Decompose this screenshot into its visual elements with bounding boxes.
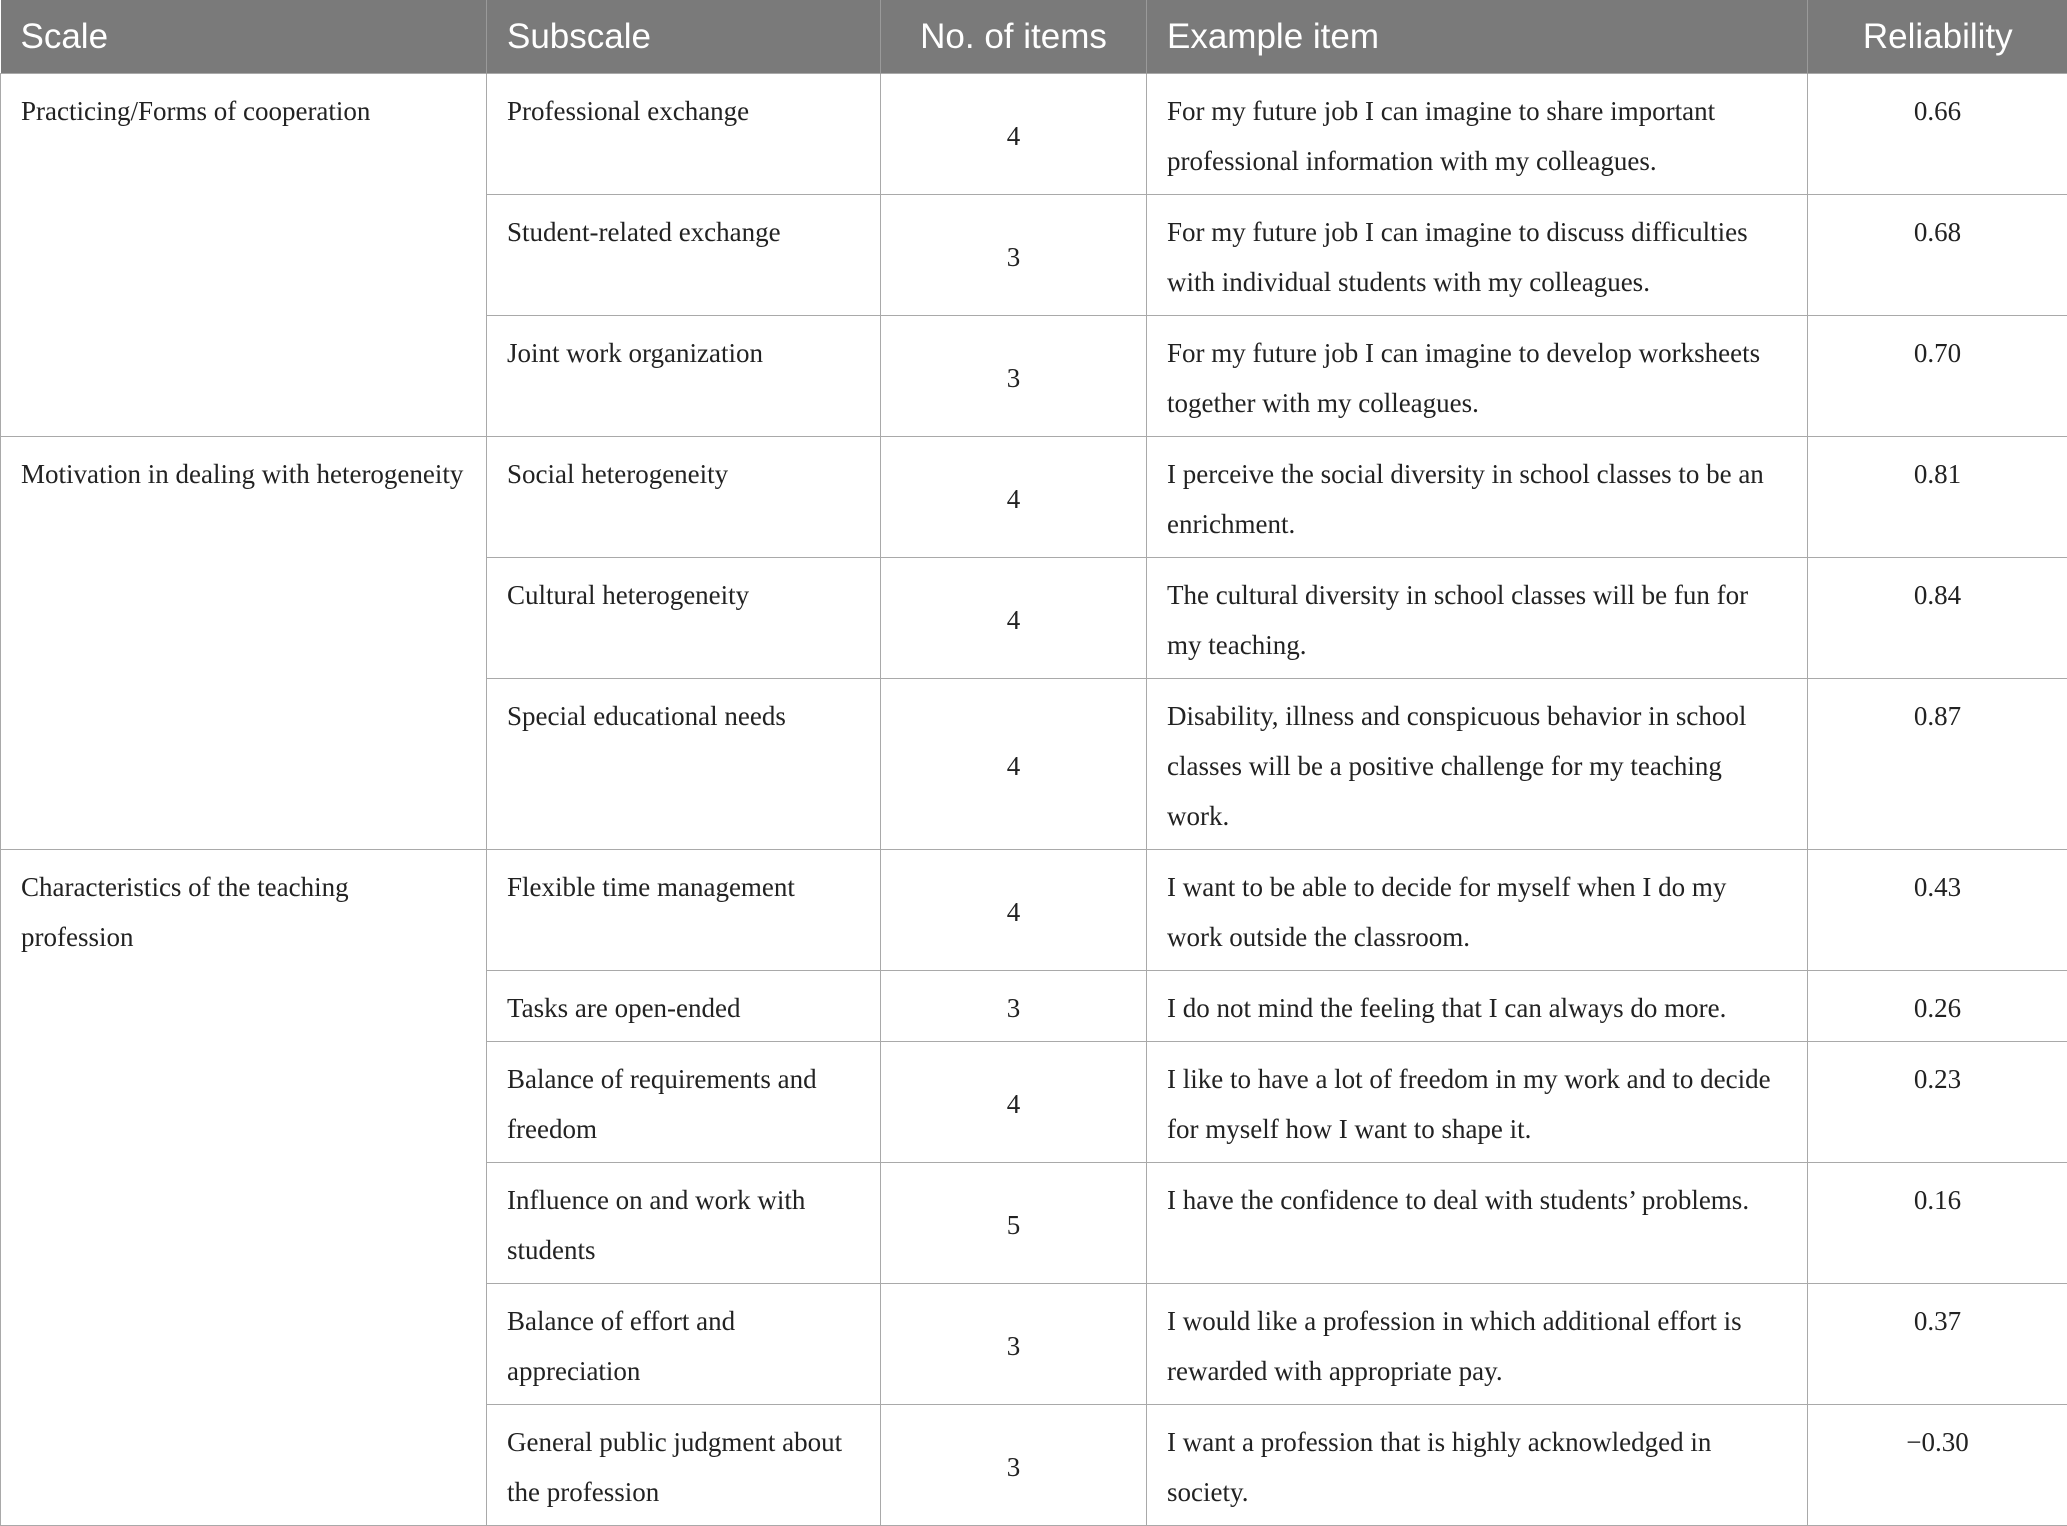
example-cell: I like to have a lot of freedom in my work and to decide for myself how I want to shape it.: [1147, 1042, 1808, 1163]
header-row: [1, 0, 2067, 74]
reliability-cell: 0.37: [1808, 1284, 2067, 1405]
example-cell: I would like a profession in which additional effort is rewarded with appropriate pay.: [1147, 1284, 1808, 1405]
items-cell: 5: [881, 1163, 1147, 1284]
scale-cell: Practicing/Forms of cooperation: [1, 74, 487, 437]
items-cell: 3: [881, 971, 1147, 1042]
example-cell: I want to be able to decide for myself when I do my work outside the classroom.: [1147, 850, 1808, 971]
example-cell: For my future job I can imagine to share important professional information with my colleagues.: [1147, 74, 1808, 195]
subscale-cell: Social heterogeneity: [487, 437, 881, 558]
reliability-cell: 0.43: [1808, 850, 2067, 971]
example-cell: I do not mind the feeling that I can always do more.: [1147, 971, 1808, 1042]
subscale-cell: Special educational needs: [487, 679, 881, 850]
subscale-cell: General public judgment about the profession: [487, 1405, 881, 1526]
table-row: [1, 74, 2067, 195]
items-cell: 3: [881, 1405, 1147, 1526]
example-cell: I want a profession that is highly acknowledged in society.: [1147, 1405, 1808, 1526]
subscale-cell: Influence on and work with students: [487, 1163, 881, 1284]
example-cell: Disability, illness and conspicuous behavior in school classes will be a positive challenge for my teaching work.: [1147, 679, 1808, 850]
items-cell: 4: [881, 1042, 1147, 1163]
subscale-cell: Cultural heterogeneity: [487, 558, 881, 679]
header-subscale: Subscale: [487, 0, 881, 74]
example-cell: I perceive the social diversity in school classes to be an enrichment.: [1147, 437, 1808, 558]
example-cell: I have the confidence to deal with students’ problems.: [1147, 1163, 1808, 1284]
reliability-cell: 0.66: [1808, 74, 2067, 195]
items-cell: 4: [881, 558, 1147, 679]
reliability-cell: 0.84: [1808, 558, 2067, 679]
header-example: Example item: [1147, 0, 1808, 74]
reliability-cell: 0.87: [1808, 679, 2067, 850]
reliability-cell: 0.81: [1808, 437, 2067, 558]
reliability-cell: 0.70: [1808, 316, 2067, 437]
subscale-cell: Joint work organization: [487, 316, 881, 437]
scale-cell: Motivation in dealing with heterogeneity: [1, 437, 487, 850]
table-row: [1, 850, 2067, 971]
reliability-cell: 0.68: [1808, 195, 2067, 316]
reliability-cell: −0.30: [1808, 1405, 2067, 1526]
subscale-cell: Balance of effort and appreciation: [487, 1284, 881, 1405]
subscale-cell: Student-related exchange: [487, 195, 881, 316]
items-cell: 3: [881, 195, 1147, 316]
reliability-cell: 0.26: [1808, 971, 2067, 1042]
example-cell: The cultural diversity in school classes will be fun for my teaching.: [1147, 558, 1808, 679]
reliability-cell: 0.23: [1808, 1042, 2067, 1163]
example-cell: For my future job I can imagine to discuss difficulties with individual students with my colleagues.: [1147, 195, 1808, 316]
items-cell: 4: [881, 74, 1147, 195]
subscale-cell: Flexible time management: [487, 850, 881, 971]
subscale-cell: Professional exchange: [487, 74, 881, 195]
items-cell: 4: [881, 437, 1147, 558]
subscale-cell: Tasks are open-ended: [487, 971, 881, 1042]
items-cell: 4: [881, 850, 1147, 971]
items-cell: 3: [881, 316, 1147, 437]
items-cell: 3: [881, 1284, 1147, 1405]
table-row: [1, 437, 2067, 558]
header-scale: Scale: [1, 0, 487, 74]
scale-cell: Characteristics of the teaching profession: [1, 850, 487, 1526]
subscale-cell: Balance of requirements and freedom: [487, 1042, 881, 1163]
reliability-cell: 0.16: [1808, 1163, 2067, 1284]
example-cell: For my future job I can imagine to develop worksheets together with my colleagues.: [1147, 316, 1808, 437]
items-cell: 4: [881, 679, 1147, 850]
header-reliability: Reliability: [1808, 0, 2067, 74]
header-items: No. of items: [881, 0, 1147, 74]
